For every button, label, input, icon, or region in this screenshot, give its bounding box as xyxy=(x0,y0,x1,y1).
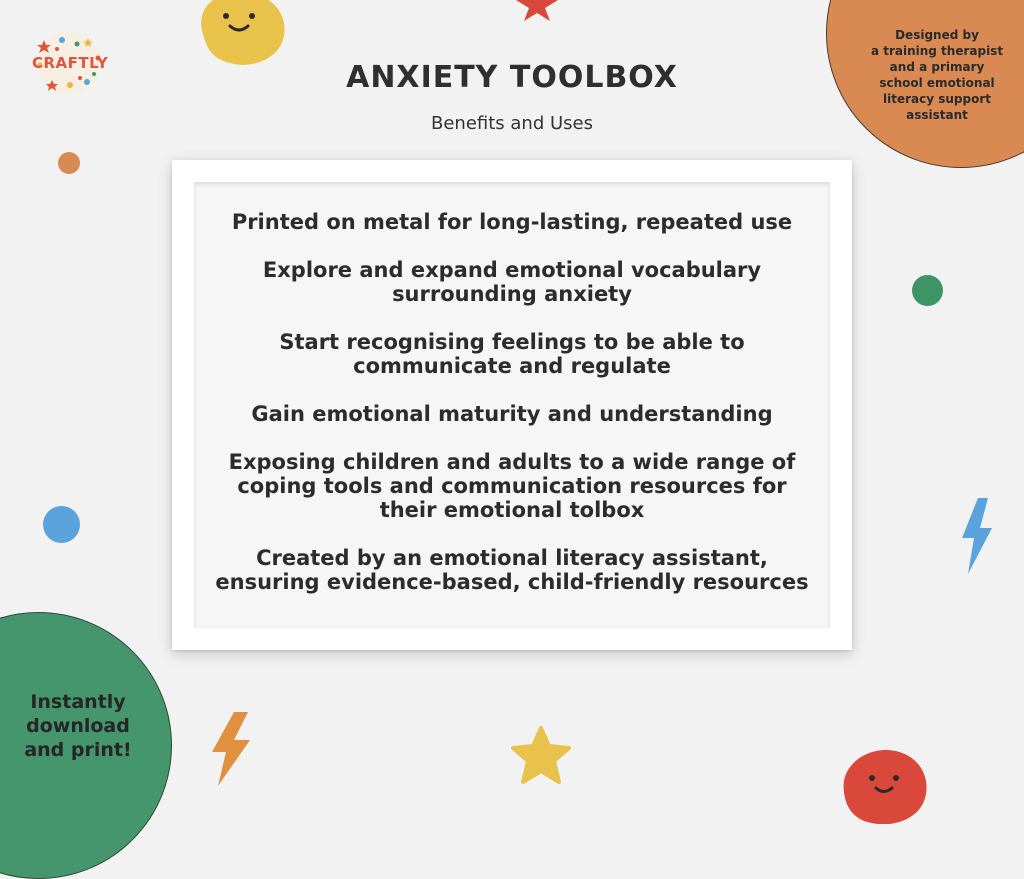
logo-wordmark: CRAFTLY xyxy=(32,54,109,72)
page-title: ANXIETY TOOLBOX xyxy=(346,60,678,95)
blue-lightning-icon xyxy=(958,498,996,578)
benefits-list xyxy=(194,210,830,618)
designed-by-text: Designed by a training therapist and a primary school emotional literacy support assistant xyxy=(870,28,1004,122)
red-smiley-icon xyxy=(836,748,932,828)
red-star-icon xyxy=(514,0,560,26)
benefit-item: Created by an emotional literacy assistant, ensuring evidence-based, child-friendly resources xyxy=(215,546,809,594)
orange-dot xyxy=(58,152,80,174)
poster-mat xyxy=(194,182,830,628)
benefit-item: Gain emotional maturity and understanding xyxy=(251,402,773,426)
benefit-item: Start recognising feelings to be able to communicate and regulate xyxy=(279,330,745,378)
orange-lightning-icon xyxy=(208,712,254,790)
benefit-item: Explore and expand emotional vocabulary surrounding anxiety xyxy=(262,258,762,306)
green-dot xyxy=(912,275,943,306)
page-subtitle: Benefits and Uses xyxy=(431,113,593,134)
yellow-star-icon xyxy=(510,726,572,790)
blue-dot xyxy=(43,506,80,543)
benefit-item: Exposing children and adults to a wide range of coping tools and communication resources for their emotional tolbox xyxy=(228,450,796,522)
benefit-item: Printed on metal for long-lasting, repeated use xyxy=(231,210,793,234)
download-badge-text: Instantly download and print! xyxy=(24,691,132,761)
poster-frame xyxy=(172,160,852,650)
